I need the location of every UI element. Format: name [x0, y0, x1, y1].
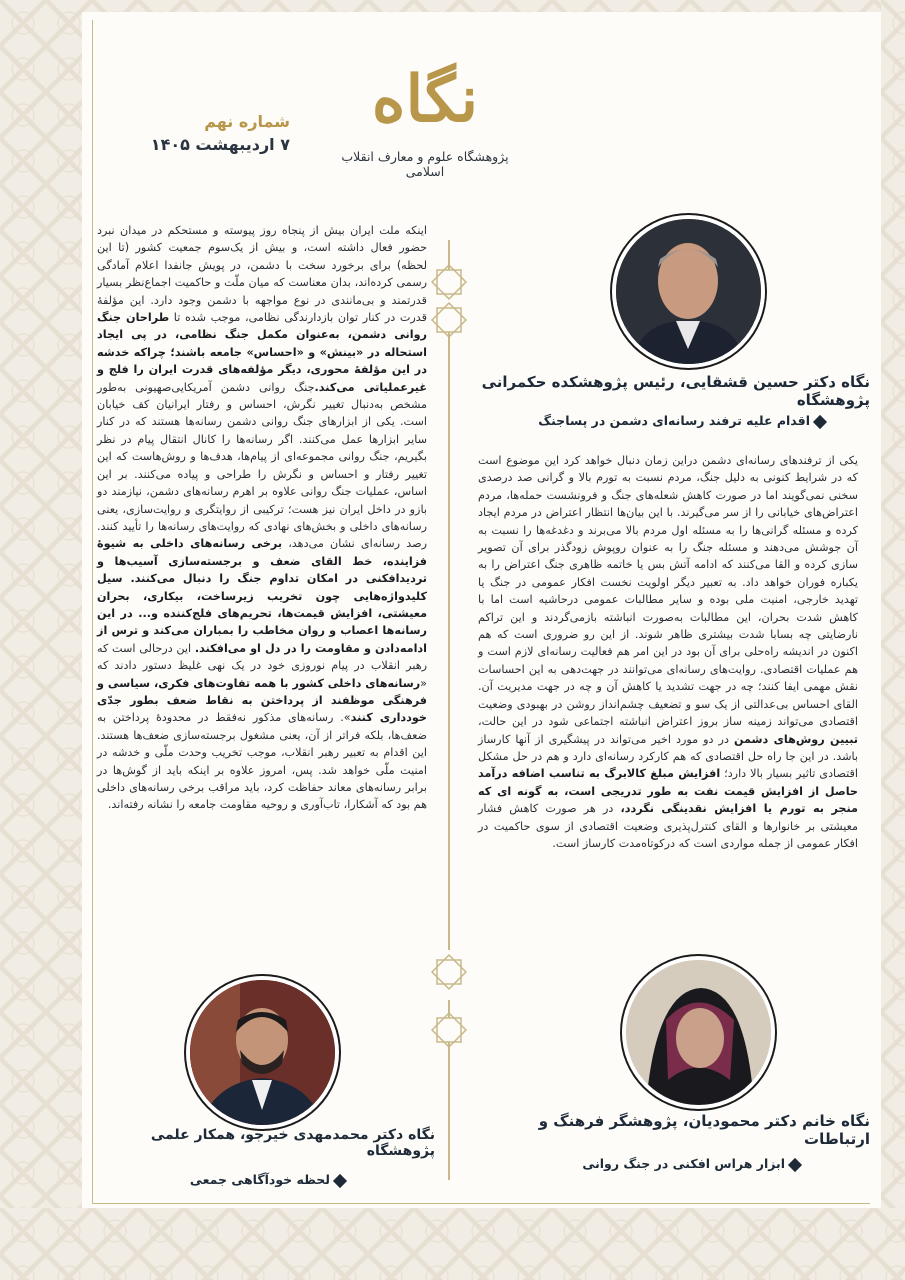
- text-run: جنگ روانی دشمن آمریکایی‌صهیونی به‌طور مشخص به‌دنبال تغییر نگرش، احساس و رفتار ایرانیان کف خیابان است. یکی از ابزارهای جنگ روانی دشمن رسانه‌ها هستند که در کنار سایر ابزارها عمل می‌کنند. اگر رسانه‌ها را کانال انتقال پیام در نظر بگیریم، جنگ روانی مجموعه‌ای از پیام‌ها، هدف‌ها و روش‌هاست که این تغییر رفتار و احساس و نگرش را طراحی و پیاده می‌کنند. بر این اساس، عملیات جنگ روانی علاوه بر اهرم رسانه‌های دشمن، نیازمند دو بازو در داخل ایران نیز هست؛ ترکیبی از روایتگری و روایت‌سازی، یعنی رسانه‌های داخلی و بخش‌های نهادی که روایت‌های رسانه‌ها را تأیید کنند. رصد رسانه‌ای نشان می‌دهد،: [97, 380, 427, 551]
- article-topic: [500, 413, 825, 428]
- emphasis-text: تبیین روش‌های دشمن: [733, 732, 858, 746]
- star-ornament-icon: [429, 300, 469, 340]
- decorative-border-bottom: [0, 1208, 905, 1280]
- paragraph: [478, 452, 858, 852]
- text-run: در هر صورت کاهش فشار معیشتی بر خانوارها و القای کنترل‌پذیری وضعیت اقتصادی از سوی حاکمیت در افکار عمومی از جمله مواردی است که درکوتاه‌مدت کارساز است.: [478, 802, 858, 850]
- star-ornament-icon: [429, 952, 469, 992]
- decorative-border-left: [0, 0, 82, 1280]
- article-body-left: [97, 222, 427, 814]
- author-photo-kheirjoo: [186, 976, 339, 1129]
- topic-label: لحظه خودآگاهی جمعی: [189, 1172, 330, 1187]
- column-divider: [448, 330, 450, 950]
- emphasis-text: افزایش مبلغ کالابرگ به تناسب اضافه درآمد حاصل از افزایش قیمت نفت به طور تدریجی است، به گونه ای که منجر به تورم یا افزایش نقدینگی نگردد،: [478, 767, 858, 816]
- article-topic: [560, 1156, 800, 1171]
- text-run: ». رسانه‌های مذکور نه‌فقط در محدودهٔ پرداختن به ضعف‌ها، بلکه فراتر از آن، یعنی مشغول برجسته‌سازی ضعف‌ها هستند. این اقدام به تعبیر رهبر انقلاب، موجب تخریب وحدت ملّی و خدشه در امنیت ملّی خواهد شد. پس، امروز علاوه بر اینکه باید از گوش‌ها در برابر رسانه‌های معاند حفاظت کرد، باید مراقب برخی رسانه‌های داخلی هم بود که آشکارا، تاب‌آوری و روحیه مقاومت جامعه را نشانه رفته‌اند.: [97, 711, 427, 812]
- article-headline: نگاه دکتر محمدمهدی خیرجو، همکار علمی پژوهشگاه: [150, 1127, 435, 1159]
- author-photo-ghashghaei: [612, 215, 765, 368]
- issue-info: [150, 112, 290, 154]
- article-topic: [150, 1172, 345, 1187]
- issue-date: ۷ اردیبهشت ۱۴۰۵: [150, 135, 290, 154]
- emphasis-text: طراحان جنگ روانی دشمن، به‌عنوان مکمل جنگ نظامی، در پی ایجاد استحاله در «بینش» و «احساس» جامعه باشند؛ چراکه خدشه در این مؤلفهٔ محوری، دیگر مؤلفه‌های قدرت ایران را فلج و غیرعملیاتی می‌کند.: [97, 311, 427, 394]
- article-body-right: [478, 452, 858, 852]
- text-run: در دو مورد اخیر می‌تواند در پیشگیری از آنها کارساز باشد. در این جا راه حل اقتصادی که هم کارکرد رسانه‌ای دارد و هم در حل مشکل اقتصادی تاثیر بسیار بالا دارد؛: [478, 732, 858, 781]
- article-headline: نگاه دکتر حسین قشقایی، رئیس پژوهشکده حکمرانی پژوهشگاه: [481, 373, 870, 409]
- author-photo-mahmoudian: [622, 956, 775, 1109]
- text-run: یکی از ترفندهای رسانه‌ای دشمن دراین زمان دنبال خواهد کرد این موضوع است که در شرایط کنونی به دلیل جنگ، مردم نسبت به تورم بالا و گرانی صد درصدی سخنی نمی‌گویند اما در صورت کاهش شعله‌های جنگ و فرونشست حمله‌ها، مردم اعتراض‌های خیابانی را از سر می‌گیرند. با این بیان‌ها انتظار اعتراض در مردم ایجاد کرده و مسئله گرانی‌ها را به مسئله اول مردم بالا می‌برند و دغدغه‌ها را نسبت به آن جوشش می‌دهند و مسئله جنگ را به عنوان روپوش زودگذر برای آن تصویر سازی کرده و القا می‌کنند که ادامه آتش بس یا خاتمه ظاهری جنگ اعتراض را به یکباره فوران خواهد داد. به تعبیر دیگر اولویت نخست افکار عمومی در جنگ یا تهدید خارجی، امنیت ملی بوده و سایر مطالبات عمومی درحاشیه است اما با کاهش شدت بحران، این مطالبات به‌صورت انباشته بازمی‌گردند و این تراکم نارضایتی چه بسابا شدت بیشتری ظاهر شوند. از این رو ضروری است که هم اکنون در اندیشه راه‌حلی برای آن بود در این امر هم فعالیت رسانه‌ای لازم است و هم عملیات اقتصادی. روایت‌های رسانه‌ای می‌توانند در جهت‌دهی به این احساسات نقش مهمی ایفا کنند؛ چه در جهت تشدید یا کاهش آن و چه در جهت مدیریت آن. القای احساس بی‌عدالتی از یک سو و تضعیف چشم‌انداز روشن در بهبودی وضعیت اقتصادی می‌تواند زمینه ساز بروز اعتراض انباشته اجتماعی شود در این حالت،: [478, 454, 858, 729]
- article-headline: نگاه خانم دکتر محمودیان، پژوهشگر فرهنگ و ارتباطات: [538, 1112, 870, 1148]
- logo-subtitle: پژوهشگاه علوم و معارف انقلاب اسلامی: [341, 149, 509, 179]
- bullet-icon: [788, 1157, 802, 1171]
- decorative-border-right: [881, 0, 905, 1280]
- text-run: این درحالی است که رهبر انقلاب در پیام نوروزی خود در یک نهی غلیظ دستور دادند که «: [97, 641, 427, 690]
- bullet-icon: [813, 414, 827, 428]
- emphasis-text: برخی رسانه‌های داخلی به شیوهٔ فزاینده، خط القای ضعف و برجسته‌سازی آسیب‌ها و تردیدافکنی در امکان تداوم جنگ را دنبال می‌کنند. سیل کلیدواژه‌هایی چون تخریب زیرساخت، بیکاری، بحران معیشتی، افزایش قیمت‌ها، تحریم‌های فلج‌کننده و... در این رسانه‌ها اعصاب و روان مخاطب را بمباران می‌کند و ترس از ادامه‌دادن و مقاومت را در دل او می‌افکند.: [97, 537, 427, 655]
- masthead-logo: [330, 55, 520, 215]
- text-run: اینکه ملت ایران بیش از پنجاه روز پیوسته و مستحکم در میدان نبرد حضور فعال داشته است، و بیش از یک‌سوم جمعیت کشور (تا این لحظه) برای برخورد سخت با دشمن، در پویش جانفدا اعلام آمادگی رسمی کرده‌اند، بدان معناست که میان ملّت و حاکمیت اجماع‌نظر بسیار قدرتمند و بی‌مانندی در نوع مواجهه با دشمن وجود دارد. این مؤلفهٔ قدرت در کنار توان بازدارندگی نظامی، موجب شده تا: [97, 224, 427, 325]
- paragraph: [97, 222, 427, 814]
- decorative-border-top: [0, 0, 905, 12]
- topic-label: اقدام علیه ترفند رسانه‌ای دشمن در پساجنگ: [538, 413, 810, 428]
- logo-title: نگاه: [371, 62, 479, 137]
- issue-number: شماره نهم: [204, 112, 290, 131]
- star-ornament-icon: [429, 1010, 469, 1050]
- emphasis-text: رسانه‌های داخلی کشور با همه تفاوت‌های فکری، سیاسی و فرهنگی موظفند از پرداختن به نقاط ضعف بطور جدّی خودداری کنند: [97, 676, 427, 725]
- star-ornament-icon: [429, 262, 469, 302]
- bullet-icon: [333, 1173, 347, 1187]
- topic-label: ابزار هراس افکنی در جنگ روانی: [582, 1156, 785, 1171]
